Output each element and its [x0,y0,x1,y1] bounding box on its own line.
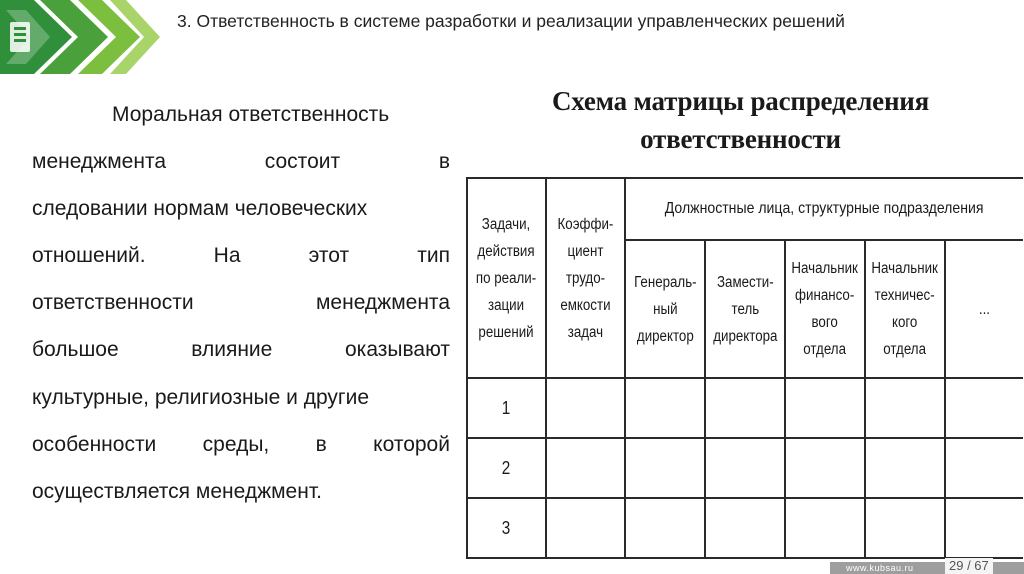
header-ellipsis: ... [945,240,1023,378]
footer-url[interactable]: www.kubsau.ru [846,563,914,573]
body-line: культурные, религиозные и другие [32,385,369,409]
body-line: менеджмента состоит в [32,150,450,174]
body-line: следовании нормам человеческих [32,197,368,221]
body-paragraph [32,91,450,515]
scheme-title: Схема матрицы распределения ответственности [551,86,930,154]
table-row: 2 [467,438,1023,498]
table-row: 1 [467,378,1023,438]
responsibility-matrix-table [466,177,1023,559]
body-line: ответственности менеджмента [32,291,450,315]
header-tasks: Задачи, действия по реали- зации решений [467,178,546,378]
header-officials: Должностные лица, структурные подразделения [625,178,1023,240]
header-coefficient: Коэффи- циент трудо- емкости задач [546,178,625,378]
table-row: 3 [467,498,1023,558]
header-finance-head: Начальник финансо- вого отдела [785,240,865,378]
body-line: особенности среды, в которой [32,432,450,456]
university-logo [0,0,160,74]
body-line: отношений. На этот тип [32,244,450,268]
slide-title: 3. Ответственность в системе разработки и реализации управленческих решений [177,11,845,31]
page-number: 29 / 67 [945,558,993,574]
header-technical-head: Начальник техничес- кого отдела [865,240,945,378]
header-deputy-director: Замести- тель директора [705,240,785,378]
header-general-director: Генераль- ный директор [625,240,705,378]
body-line: большое влияние оказывают [32,338,450,362]
body-line: осуществляется менеджмент. [32,479,322,503]
body-line: Моральная ответственность [112,103,390,126]
